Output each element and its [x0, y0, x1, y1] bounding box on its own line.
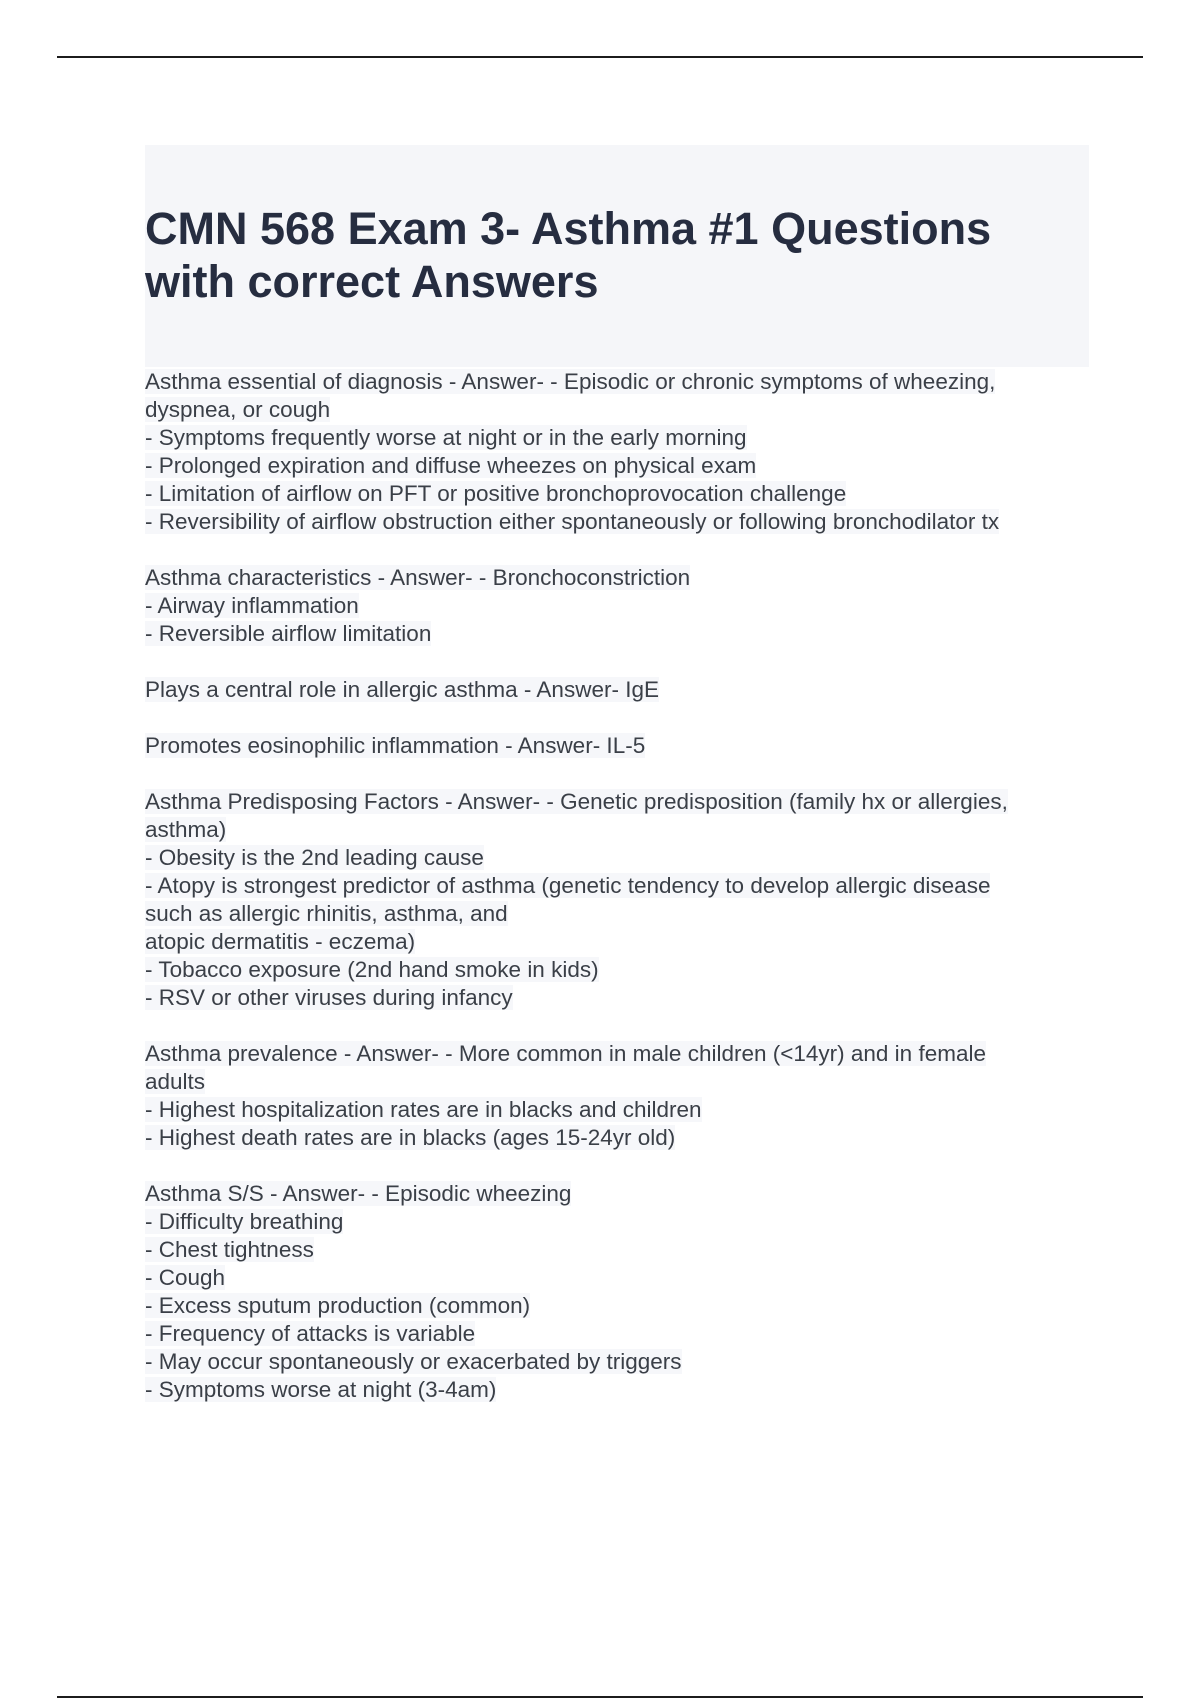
entry-line: Asthma Predisposing Factors - Answer- - Genetic predisposition (family hx or allergies,: [145, 789, 1008, 814]
entry-line: - May occur spontaneously or exacerbated by triggers: [145, 1349, 682, 1374]
entry-line: adults: [145, 1069, 206, 1094]
entry-line: - Highest hospitalization rates are in blacks and children: [145, 1097, 702, 1122]
title-line: CMN 568 Exam 3- Asthma #1 Questions: [145, 203, 992, 254]
entry-line: - Highest death rates are in blacks (ages 15-24yr old): [145, 1125, 676, 1150]
entry-line: Plays a central role in allergic asthma - Answer- IgE: [145, 677, 659, 702]
top-rule: [57, 56, 1143, 58]
entry-line: - Prolonged expiration and diffuse wheezes on physical exam: [145, 453, 757, 478]
qa-entry-signs-symptoms: [145, 1180, 1085, 1404]
entry-line: - Reversibility of airflow obstruction either spontaneously or following bronchodilator tx: [145, 509, 1000, 534]
entry-line: - Excess sputum production (common): [145, 1293, 531, 1318]
entry-line: such as allergic rhinitis, asthma, and: [145, 901, 508, 926]
entry-line: Promotes eosinophilic inflammation - Answer- IL-5: [145, 733, 646, 758]
entry-line: atopic dermatitis - eczema): [145, 929, 416, 954]
entry-line: Asthma characteristics - Answer- - Bronchoconstriction: [145, 565, 691, 590]
entry-line: - Airway inflammation: [145, 593, 359, 618]
entry-line: - Symptoms frequently worse at night or in the early morning: [145, 425, 747, 450]
entry-line: asthma): [145, 817, 227, 842]
entry-line: Asthma S/S - Answer- - Episodic wheezing: [145, 1181, 572, 1206]
entry-line: Asthma prevalence - Answer- - More common in male children (<14yr) and in female: [145, 1041, 986, 1066]
qa-entry-predisposing-factors: [145, 788, 1085, 1012]
qa-entry-characteristics: [145, 564, 1085, 648]
entry-line: Asthma essential of diagnosis - Answer- - Episodic or chronic symptoms of wheezing,: [145, 369, 996, 394]
qa-list: [145, 368, 1085, 1432]
qa-entry-diagnosis: [145, 368, 1085, 536]
entry-line: - Limitation of airflow on PFT or positive bronchoprovocation challenge: [145, 481, 847, 506]
entry-line: - Symptoms worse at night (3-4am): [145, 1377, 497, 1402]
entry-line: - Reversible airflow limitation: [145, 621, 432, 646]
qa-entry-ige: [145, 676, 1085, 704]
entry-line: - Cough: [145, 1265, 226, 1290]
page-title: [145, 202, 1089, 308]
entry-line: - Tobacco exposure (2nd hand smoke in kids): [145, 957, 599, 982]
qa-entry-prevalence: [145, 1040, 1085, 1152]
title-line: with correct Answers: [145, 256, 599, 307]
entry-line: dyspnea, or cough: [145, 397, 331, 422]
entry-line: - Frequency of attacks is variable: [145, 1321, 476, 1346]
bottom-rule: [57, 1696, 1143, 1698]
entry-line: - Obesity is the 2nd leading cause: [145, 845, 484, 870]
entry-line: - Difficulty breathing: [145, 1209, 344, 1234]
entry-line: - Chest tightness: [145, 1237, 314, 1262]
qa-entry-il5: [145, 732, 1085, 760]
entry-line: - Atopy is strongest predictor of asthma (genetic tendency to develop allergic disease: [145, 873, 991, 898]
entry-line: - RSV or other viruses during infancy: [145, 985, 513, 1010]
